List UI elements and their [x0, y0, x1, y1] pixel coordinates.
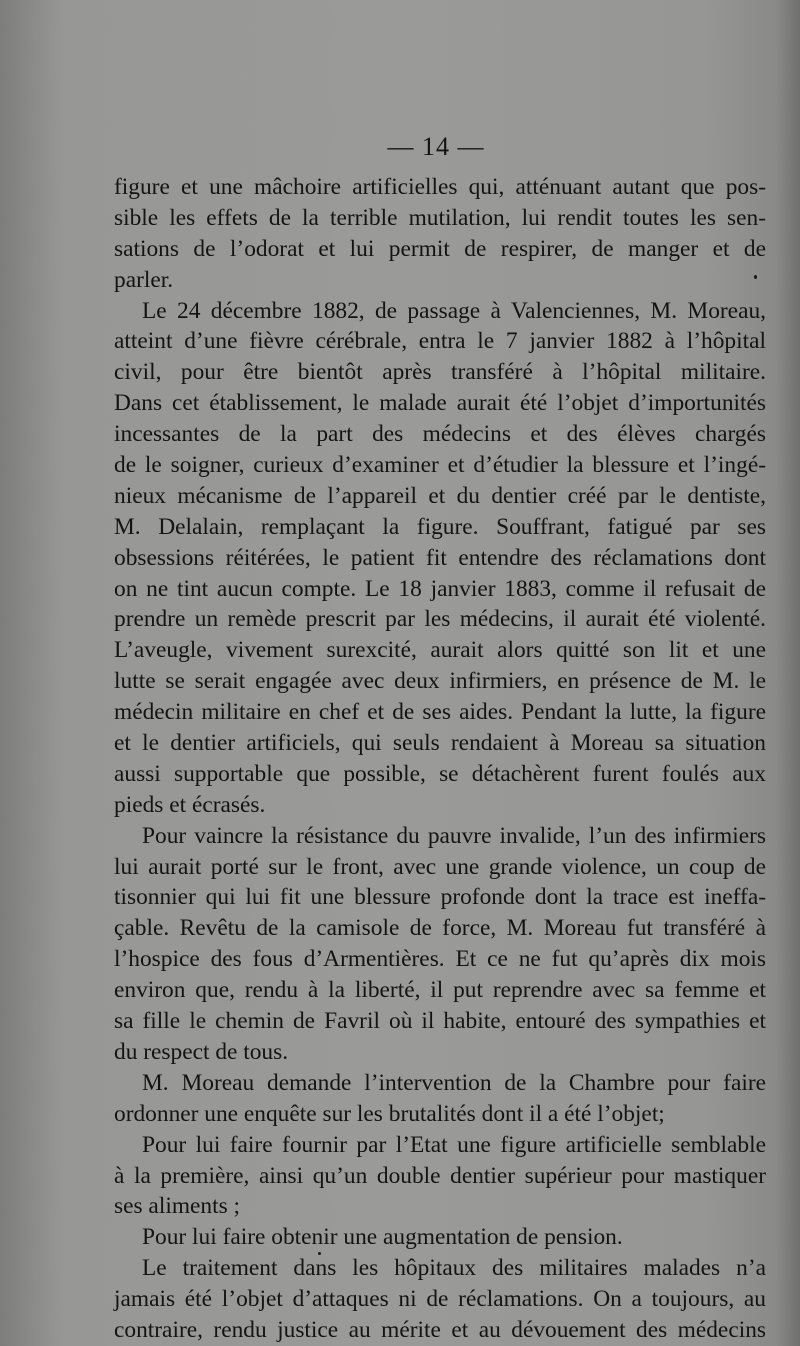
text-line: atteint d’une fièvre cérébrale, entra le 7 janvier 1882 à l’hôpital	[114, 328, 766, 355]
text-line: Pour lui faire fournir par l’Etat une figure artificielle semblable	[142, 1131, 766, 1158]
text-line: M. Delalain, remplaçant la figure. Souffrant, fatigué par ses	[114, 513, 766, 540]
text-line: obsessions réitérées, le patient fit entendre des réclamations dont	[114, 544, 766, 571]
ink-speck	[754, 275, 757, 279]
text-line: ses aliments ;	[114, 1193, 241, 1220]
text-line: nieux mécanisme de l’appareil et du dentier créé par le dentiste,	[114, 482, 766, 509]
text-line: sible les effets de la terrible mutilation, lui rendit toutes les sen-	[114, 204, 766, 231]
paragraph	[114, 1068, 766, 1130]
text-line: ordonner une enquête sur les brutalités dont il a été l’objet;	[114, 1100, 665, 1127]
paragraph	[114, 1222, 766, 1253]
text-line: lutte se serait engagée avec deux infirmiers, en présence de M. le	[114, 668, 766, 695]
text-line: Pour vaincre la résistance du pauvre invalide, l’un des infirmiers	[142, 822, 766, 849]
page-number: — 14 —	[387, 132, 485, 161]
text-line: tisonnier qui lui fit une blessure profonde dont la trace est ineffa-	[114, 884, 766, 911]
text-line: pieds et écrasés.	[114, 791, 266, 818]
ink-speck	[318, 1252, 321, 1255]
text-line: jamais été l’objet d’attaques ni de réclamations. On a toujours, au	[114, 1286, 766, 1313]
text-line: prendre un remède prescrit par les médecins, il aurait été violenté.	[114, 606, 766, 633]
paragraph	[114, 821, 766, 1068]
text-line: contraire, rendu justice au mérite et au dévouement des médecins	[114, 1316, 766, 1343]
text-line: çable. Revêtu de la camisole de force, M. Moreau fut transféré à	[114, 915, 766, 942]
text-line: à la première, ainsi qu’un double dentier supérieur pour mastiquer	[114, 1162, 766, 1189]
text-line: l’hospice des fous d’Armentières. Et ce ne fut qu’après dix mois	[114, 946, 766, 973]
paragraph	[114, 1130, 766, 1223]
text-line: Le traitement dans les hôpitaux des militaires malades n’a	[142, 1255, 766, 1282]
body-text	[114, 172, 766, 1346]
text-line: sations de l’odorat et lui permit de respirer, de manger et de	[114, 235, 766, 262]
text-line: figure et une mâchoire artificielles qui, atténuant autant que pos-	[114, 174, 766, 200]
text-line: on ne tint aucun compte. Le 18 janvier 1883, comme il refusait de	[114, 575, 766, 602]
text-line: du respect de tous.	[114, 1038, 289, 1065]
text-line: Le 24 décembre 1882, de passage à Valenciennes, M. Moreau,	[142, 297, 766, 324]
text-line: Dans cet établissement, le malade aurait été l’objet d’importunités	[114, 390, 766, 417]
text-line: lui aurait porté sur le front, avec une grande violence, un coup de	[114, 853, 766, 880]
text-line: L’aveugle, vivement surexcité, aurait alors quitté son lit et une	[114, 637, 766, 664]
text-line: aussi supportable que possible, se détachèrent furent foulés aux	[114, 760, 766, 787]
text-line: et le dentier artificiels, qui seuls rendaient à Moreau sa situation	[114, 730, 766, 757]
paragraph	[114, 296, 766, 821]
text-line: médecin militaire en chef et de ses aides. Pendant la lutte, la figure	[114, 699, 766, 726]
text-line: environ que, rendu à la liberté, il put reprendre avec sa femme et	[114, 977, 766, 1004]
text-line: Pour lui faire obtenir une augmentation de pension.	[142, 1224, 623, 1251]
text-line: incessantes de la part des médecins et des élèves chargés	[114, 421, 766, 448]
text-line: M. Moreau demande l’intervention de la Chambre pour faire	[142, 1069, 766, 1096]
text-line: civil, pour être bientôt après transféré à l’hôpital militaire.	[114, 359, 766, 386]
text-line: sa fille le chemin de Favril où il habite, entouré des sympathies et	[114, 1008, 766, 1035]
text-line: parler.	[114, 266, 174, 293]
paragraph	[114, 1253, 766, 1346]
text-line: de le soigner, curieux d’examiner et d’étudier la blessure et l’ingé-	[114, 452, 766, 479]
paragraph	[114, 172, 766, 296]
